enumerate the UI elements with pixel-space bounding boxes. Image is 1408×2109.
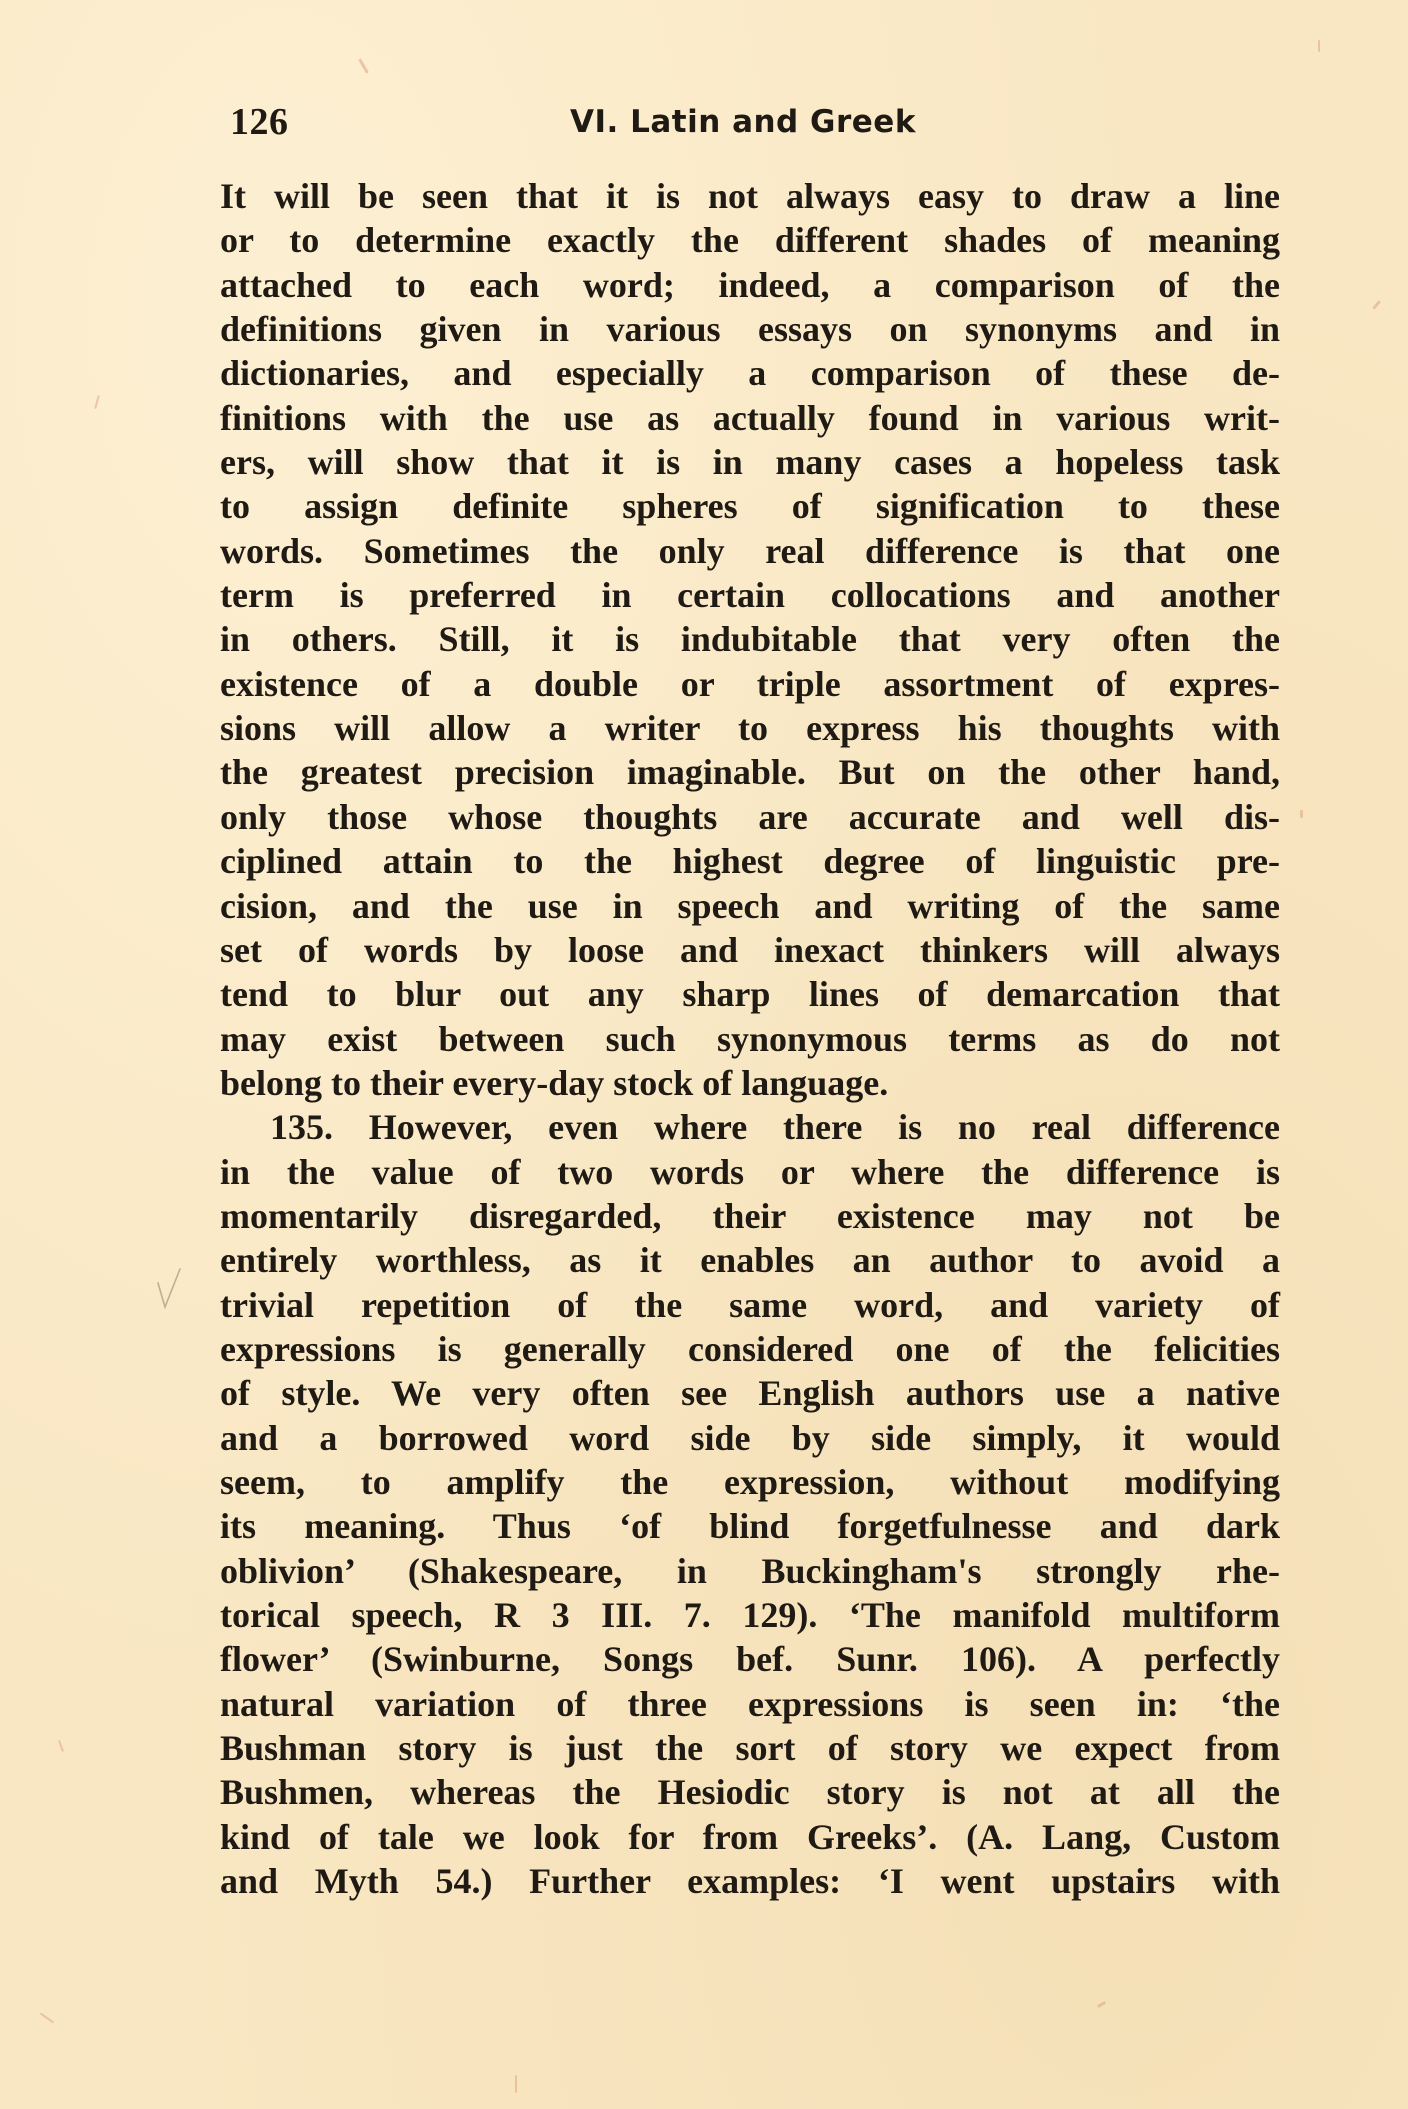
text-line: finitions with the use as actually found in various writ- — [220, 397, 1280, 438]
text-line: oblivion’ (Shakespeare, in Buckingham's strongly rhe- — [220, 1550, 1280, 1591]
text-line: dictionaries, and especially a comparison of these de- — [220, 353, 1280, 394]
text-line: natural variation of three expressions is seen in: ‘the — [220, 1683, 1280, 1724]
text-line: belong to their every-day stock of language. — [220, 1062, 889, 1103]
chapter-title: VI. Latin and Greek — [570, 104, 916, 140]
text-line: term is preferred in certain collocations and another — [220, 575, 1280, 616]
text-line: the greatest precision imaginable. But on the other hand, — [220, 752, 1280, 793]
text-line: tend to blur out any sharp lines of demarcation that — [220, 974, 1280, 1015]
text-line: attached to each word; indeed, a comparison of the — [220, 264, 1280, 305]
text-line: It will be seen that it is not always easy to draw a line — [220, 176, 1280, 216]
text-line: momentarily disregarded, their existence may not be — [220, 1195, 1280, 1236]
text-line: Bushman story is just the sort of story we expect from — [220, 1728, 1280, 1769]
text-line: entirely worthless, as it enables an author to avoid a — [220, 1240, 1280, 1281]
text-line: expressions is generally considered one of the felicities — [220, 1328, 1280, 1369]
text-line: and a borrowed word side by side simply, it would — [220, 1417, 1280, 1458]
paper-fleck — [40, 2013, 54, 2024]
text-line: flower’ (Swinburne, Songs bef. Sunr. 106). A perfectly — [220, 1639, 1280, 1680]
running-head — [220, 100, 1280, 160]
text-line: or to determine exactly the different shades of meaning — [220, 220, 1280, 261]
text-line: sions will allow a writer to express his thoughts with — [220, 708, 1280, 749]
text-line: seem, to amplify the expression, without modifying — [220, 1461, 1280, 1502]
text-line: set of words by loose and inexact thinkers will always — [220, 929, 1280, 970]
text-line: words. Sometimes the only real difference is that one — [220, 530, 1280, 571]
text-line: existence of a double or triple assortment of expres- — [220, 663, 1280, 704]
paper-fleck — [1300, 810, 1303, 818]
text-line: ciplined attain to the highest degree of linguistic pre- — [220, 841, 1280, 882]
text-line: kind of tale we look for from Greeks’. (A. Lang, Custom — [220, 1816, 1280, 1857]
paper-fleck — [1097, 2001, 1106, 2008]
text-line: in the value of two words or where the difference is — [220, 1151, 1280, 1192]
text-line: and Myth 54.) Further examples: ‘I went upstairs with — [220, 1861, 1280, 1902]
page-number: 126 — [230, 101, 289, 143]
paper-fleck — [94, 395, 100, 409]
text-line: in others. Still, it is indubitable that very often the — [220, 619, 1280, 660]
text-line: to assign definite spheres of signification to these — [220, 486, 1280, 527]
text-line: its meaning. Thus ‘of blind forgetfulnesse and dark — [220, 1506, 1280, 1547]
text-line: cision, and the use in speech and writing of the same — [220, 885, 1280, 926]
pencil-check-mark — [155, 1265, 183, 1311]
text-line: only those whose thoughts are accurate and well dis- — [220, 796, 1280, 837]
body-text — [220, 174, 1280, 1903]
paper-fleck — [1318, 40, 1320, 52]
paper-fleck — [515, 2075, 517, 2093]
text-line: torical speech, R 3 III. 7. 129). ‘The manifold multiform — [220, 1595, 1280, 1635]
text-line: definitions given in various essays on synonyms and in — [220, 309, 1280, 350]
text-line: of style. We very often see English authors use a native — [220, 1373, 1280, 1414]
paragraph-135-start: 135. However, even where there is no real difference — [270, 1107, 1280, 1148]
paper-fleck — [358, 58, 369, 73]
paper-fleck — [1372, 300, 1381, 310]
paper-fleck — [58, 1740, 64, 1752]
text-line: may exist between such synonymous terms as do not — [220, 1018, 1280, 1059]
text-line: trivial repetition of the same word, and variety of — [220, 1284, 1280, 1325]
text-line: Bushmen, whereas the Hesiodic story is not at all the — [220, 1772, 1280, 1813]
text-line: ers, will show that it is in many cases a hopeless task — [220, 442, 1280, 483]
